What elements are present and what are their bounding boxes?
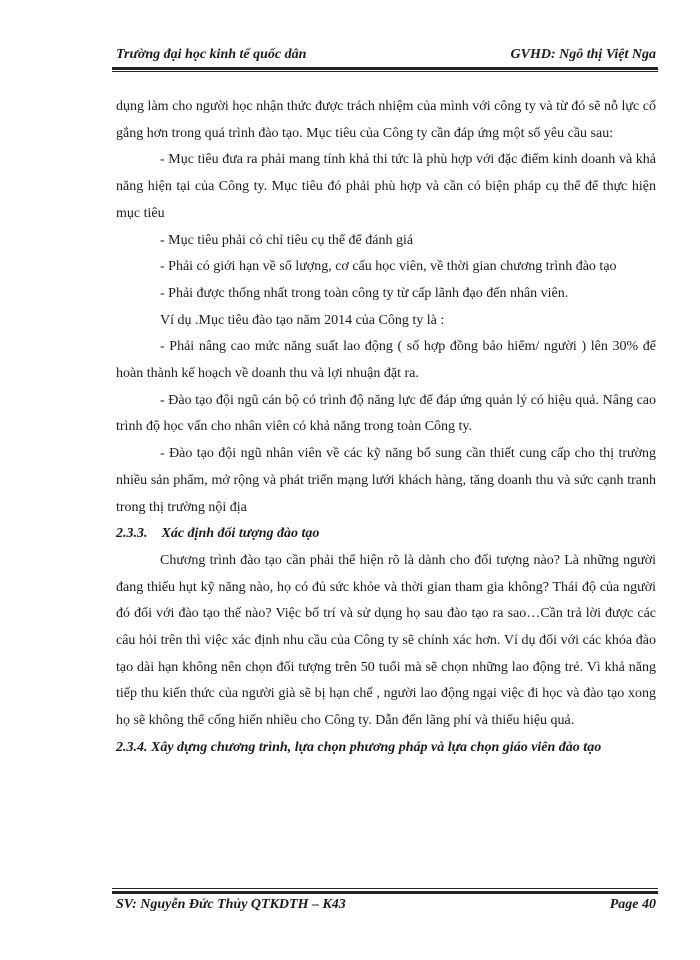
footer-rule-thin bbox=[112, 888, 658, 889]
paragraph-requirement-unified: - Phải được thống nhất trong toàn công ty từ cấp lãnh đạo đến nhân viên. bbox=[160, 285, 569, 301]
section-heading-2-3-3 bbox=[116, 521, 656, 548]
section-title: Xác định đối tượng đào tạo bbox=[161, 526, 320, 542]
page-footer bbox=[116, 897, 656, 913]
paragraph-example-productivity: - Phải nâng cao mức năng suất lao động ( số hợp đồng bảo hiểm/ người ) lên 30% để hoàn thành kế hoạch về doanh thu và lợi nhuận đặt ra. bbox=[116, 339, 656, 382]
page-header bbox=[116, 47, 656, 63]
section-heading-2-3-4: 2.3.4. Xây dựng chương trình, lựa chọn phương pháp và lựa chọn giáo viên đào tạo bbox=[116, 739, 602, 755]
paragraph-example-skills: - Đào tạo đội ngũ nhân viên về các kỹ năng bổ sung cần thiết cung cấp cho thị trường nhiều sản phẩm, mở rộng và phát triển mạng lưới khách hàng, tăng doanh thu và sức cạnh tranh trong thị trường nội địa bbox=[116, 446, 656, 515]
header-advisor: GVHD: Ngô thị Việt Nga bbox=[510, 47, 656, 62]
header-university: Trường đại học kinh tế quốc dân bbox=[116, 47, 307, 62]
paragraph-requirement-limits: - Phải có giới hạn về số lượng, cơ cấu học viên, về thời gian chương trình đào tạo bbox=[160, 259, 617, 275]
paragraph-target-audience: Chương trình đào tạo cần phải thể hiện rõ là dành cho đối tượng nào? Là những người đang thiếu hụt kỹ năng nào, họ có đủ sức khỏe và thời gian tham gia không? Thái độ của người đó đối với đào tạo thế nào? Việc bố trí và sử dụng họ sau đào tạo ra sao…Cần trả lời được các câu hỏi trên thì việc xác định nhu cầu của Công ty sẽ chính xác hơn. Ví dụ đối với các khóa đào tạo dài hạn không nên chọn đối tượng trên 50 tuổi mà sẽ chọn những lao động trẻ. Vì khả năng tiếp thu kiến thức của người già sẽ bị hạn chế , người lao động ngại việc đi học và đào tạo xong họ sẽ không thể cống hiến nhiều cho Công ty. Dẫn đến lãng phí và thiếu hiệu quả. bbox=[116, 552, 656, 729]
paragraph-example-management: - Đào tạo đội ngũ cán bộ có trình độ năng lực để đáp ứng quản lý có hiệu quả. Nâng cao trình độ học vấn cho nhân viên có khả năng trong toàn Công ty. bbox=[116, 392, 656, 435]
document-body bbox=[116, 94, 656, 762]
paragraph-requirement-measurable: - Mục tiêu phải có chỉ tiêu cụ thể để đánh giá bbox=[160, 232, 414, 248]
header-rule-thick bbox=[112, 67, 658, 70]
footer-page-number: Page 40 bbox=[609, 897, 656, 912]
footer-rule-thick bbox=[112, 891, 658, 894]
paragraph-intro: dụng làm cho người học nhận thức được trách nhiệm của mình với công ty và từ đó sẽ nỗ lực cố gắng hơn trong quá trình đào tạo. Mục tiêu của Công ty cần đáp ứng một số yêu cầu sau: bbox=[116, 99, 656, 141]
section-number: 2.3.3. bbox=[116, 526, 148, 542]
paragraph-example: Ví dụ .Mục tiêu đào tạo năm 2014 của Công ty là : bbox=[160, 312, 445, 328]
header-rule-thin bbox=[112, 71, 658, 72]
paragraph-requirement-feasible: - Mục tiêu đưa ra phải mang tính khả thi tức là phù hợp với đặc điểm kinh doanh và khả năng hiện tại của Công ty. Mục tiêu đó phải phù hợp và cần có biện pháp cụ thể để thực hiện mục tiêu bbox=[116, 152, 656, 221]
footer-student: SV: Nguyễn Đức Thủy QTKDTH – K43 bbox=[116, 897, 346, 912]
